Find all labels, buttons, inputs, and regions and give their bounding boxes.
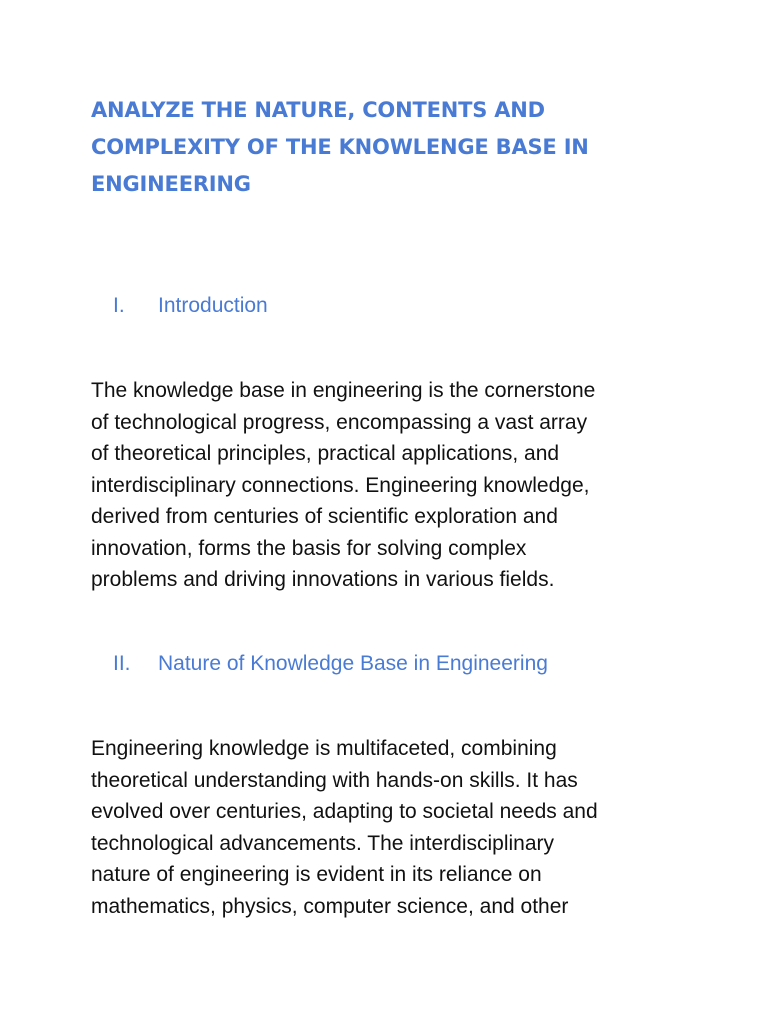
paragraph-line: interdisciplinary connections. Engineering knowledge, [91,473,590,497]
introduction-paragraph [91,375,691,596]
document-title [91,92,701,203]
title-line: ENGINEERING [91,172,251,196]
paragraph-line: innovation, forms the basis for solving complex [91,536,527,560]
paragraph-line: theoretical understanding with hands-on skills. It has [91,768,578,792]
section-number: I. [113,294,125,317]
paragraph-line: problems and driving innovations in various fields. [91,568,555,591]
paragraph-line: technological advancements. The interdisciplinary [91,831,555,855]
section-heading-text: Nature of Knowledge Base in Engineering [158,652,548,675]
paragraph-line: of technological progress, encompassing a vast array [91,410,588,434]
section-heading-text: Introduction [158,294,268,317]
paragraph-line: The knowledge base in engineering is the cornerstone [91,379,596,402]
title-line: COMPLEXITY OF THE KNOWLENGE BASE IN [91,135,589,159]
paragraph-line: nature of engineering is evident in its reliance on [91,863,542,886]
paragraph-line: evolved over centuries, adapting to societal needs and [91,800,598,823]
paragraph-line: mathematics, physics, computer science, and other [91,894,569,918]
paragraph-line: of theoretical principles, practical applications, and [91,442,560,465]
nature-paragraph [91,733,691,922]
paragraph-line: derived from centuries of scientific exploration and [91,505,558,528]
paragraph-line: Engineering knowledge is multifaceted, combining [91,737,557,760]
section-number: II. [113,652,131,675]
title-line: ANALYZE THE NATURE, CONTENTS AND [91,98,545,122]
